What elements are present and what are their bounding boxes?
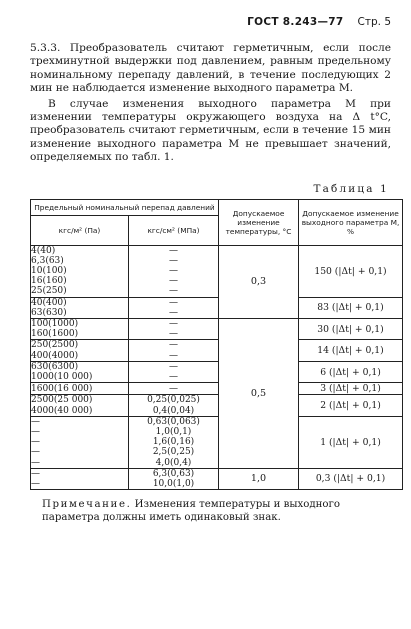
cell-kgf-cm2 <box>129 468 219 489</box>
cell-value: — <box>169 340 178 351</box>
cell-value: 40(400) <box>31 297 67 308</box>
cell-value: — <box>169 319 178 330</box>
note-label: Примечание. <box>42 499 132 511</box>
table-row <box>31 361 403 382</box>
cell-kgf-m2 <box>31 319 129 340</box>
cell-param-change: 6 (|Δt| + 0,1) <box>299 361 403 382</box>
body-text <box>30 42 391 165</box>
cell-value: 4000(40 000) <box>31 405 93 416</box>
cell-value: — <box>169 286 178 297</box>
cell-temp-change: 0,5 <box>219 319 299 469</box>
table-caption: Таблица 1 <box>313 182 389 195</box>
cell-param-change: 150 (|Δt| + 0,1) <box>299 245 403 297</box>
cell-value: 6,3(0,63) <box>152 468 195 479</box>
header-param-change: Допускаемое изменение выходного параметра M, % <box>299 199 403 245</box>
cell-kgf-m2 <box>31 395 129 416</box>
cell-kgf-m2 <box>31 361 129 382</box>
cell-kgf-cm2 <box>129 383 219 395</box>
cell-value: 100(1000) <box>31 319 79 330</box>
cell-value: — <box>169 372 178 383</box>
header-kgf-m2: кгс/м² (Па) <box>31 215 129 245</box>
cell-value: — <box>169 266 178 277</box>
header-kgf-cm2: кгс/см² (МПа) <box>129 215 219 245</box>
cell-kgf-cm2 <box>129 340 219 361</box>
cell-value: — <box>169 361 178 372</box>
cell-temp-change: 0,3 <box>219 245 299 318</box>
cell-value: 10(100) <box>31 266 67 277</box>
cell-temp-change: 1,0 <box>219 468 299 489</box>
cell-value: — <box>169 329 178 340</box>
cell-kgf-m2 <box>31 416 129 468</box>
cell-kgf-m2 <box>31 245 129 297</box>
paragraph-5-3-3: 5.3.3. Преобразователь считают герметичным, если после трехминутной выдержки под давлением, равным предельному номинальному перепаду давлений, в течение последующих 2 мин не наблюдается изменение выходного параметра М. <box>30 42 391 95</box>
cell-value: — <box>169 383 178 394</box>
cell-kgf-cm2 <box>129 395 219 416</box>
table-row <box>31 383 403 395</box>
cell-value: — <box>169 276 178 287</box>
page-header <box>30 16 391 28</box>
cell-value: — <box>169 255 178 266</box>
table-row <box>31 468 403 489</box>
header-temp-change: Допускаемое изменение температуры, °C <box>219 199 299 245</box>
paragraph-temperature: В случае изменения выходного параметра М при изменении температуры окружающего воздуха на Δ t°C, преобразователь считают герметичным, если в течение 15 мин изменение выходного параметра М не превышает значений, определяемых по табл. 1. <box>30 97 391 164</box>
cell-value: 0,4(0,04) <box>152 405 195 416</box>
cell-value: 2500(25 000) <box>31 395 93 406</box>
cell-param-change: 3 (|Δt| + 0,1) <box>299 383 403 395</box>
cell-value: 400(4000) <box>31 350 79 361</box>
cell-kgf-m2 <box>31 383 129 395</box>
cell-kgf-cm2 <box>129 416 219 468</box>
cell-value: 25(250) <box>31 286 67 297</box>
cell-kgf-cm2 <box>129 245 219 297</box>
cell-value: — <box>169 350 178 361</box>
cell-value: 16(160) <box>31 276 67 287</box>
cell-value: — <box>31 426 40 437</box>
cell-value: 1,6(0,16) <box>152 437 195 448</box>
cell-value: 1600(16 000) <box>31 383 93 394</box>
cell-param-change: 0,3 (|Δt| + 0,1) <box>299 468 403 489</box>
cell-value: 10,0(1,0) <box>152 478 195 489</box>
cell-value: 630(6300) <box>31 361 79 372</box>
cell-value: 0,25(0,025) <box>147 395 200 406</box>
cell-value: — <box>31 478 40 489</box>
cell-value: — <box>31 447 40 458</box>
cell-value: — <box>31 468 40 479</box>
cell-kgf-cm2 <box>129 297 219 318</box>
cell-param-change: 2 (|Δt| + 0,1) <box>299 395 403 416</box>
cell-value: 160(1600) <box>31 329 79 340</box>
cell-kgf-m2 <box>31 297 129 318</box>
cell-value: 1,0(0,1) <box>155 426 192 437</box>
cell-value: — <box>31 457 40 468</box>
tolerance-table <box>30 199 403 490</box>
cell-value: 6,3(63) <box>31 255 64 266</box>
cell-kgf-m2 <box>31 340 129 361</box>
cell-kgf-cm2 <box>129 319 219 340</box>
cell-value: 4(40) <box>31 245 56 256</box>
table-row <box>31 340 403 361</box>
cell-value: — <box>31 437 40 448</box>
cell-value: 4,0(0,4) <box>155 457 192 468</box>
cell-param-change: 1 (|Δt| + 0,1) <box>299 416 403 468</box>
cell-kgf-cm2 <box>129 361 219 382</box>
cell-value: — <box>169 297 178 308</box>
cell-value: 63(630) <box>31 307 67 318</box>
cell-value: 1000(10 000) <box>31 372 93 383</box>
cell-param-change: 83 (|Δt| + 0,1) <box>299 297 403 318</box>
table-row <box>31 395 403 416</box>
cell-value: — <box>31 416 40 427</box>
cell-value: — <box>169 307 178 318</box>
cell-value: — <box>169 245 178 256</box>
cell-param-change: 30 (|Δt| + 0,1) <box>299 319 403 340</box>
note-text: Изменения температуры и выходного параметра должны иметь одинаковый знак. <box>42 499 341 524</box>
table-row <box>31 416 403 468</box>
standard-number: ГОСТ 8.243—77 <box>247 16 344 28</box>
footnote <box>30 498 391 524</box>
header-pressure-group: Предельный номинальный перепад давлений <box>31 199 219 215</box>
table-body <box>31 245 403 489</box>
cell-kgf-m2 <box>31 468 129 489</box>
cell-value: 250(2500) <box>31 340 79 351</box>
cell-value: 2,5(0,25) <box>152 447 195 458</box>
table-row <box>31 319 403 340</box>
table-row <box>31 245 403 297</box>
page-number: Стр. 5 <box>357 16 391 28</box>
cell-param-change: 14 (|Δt| + 0,1) <box>299 340 403 361</box>
table-row <box>31 297 403 318</box>
cell-value: 0,63(0,063) <box>147 416 200 427</box>
